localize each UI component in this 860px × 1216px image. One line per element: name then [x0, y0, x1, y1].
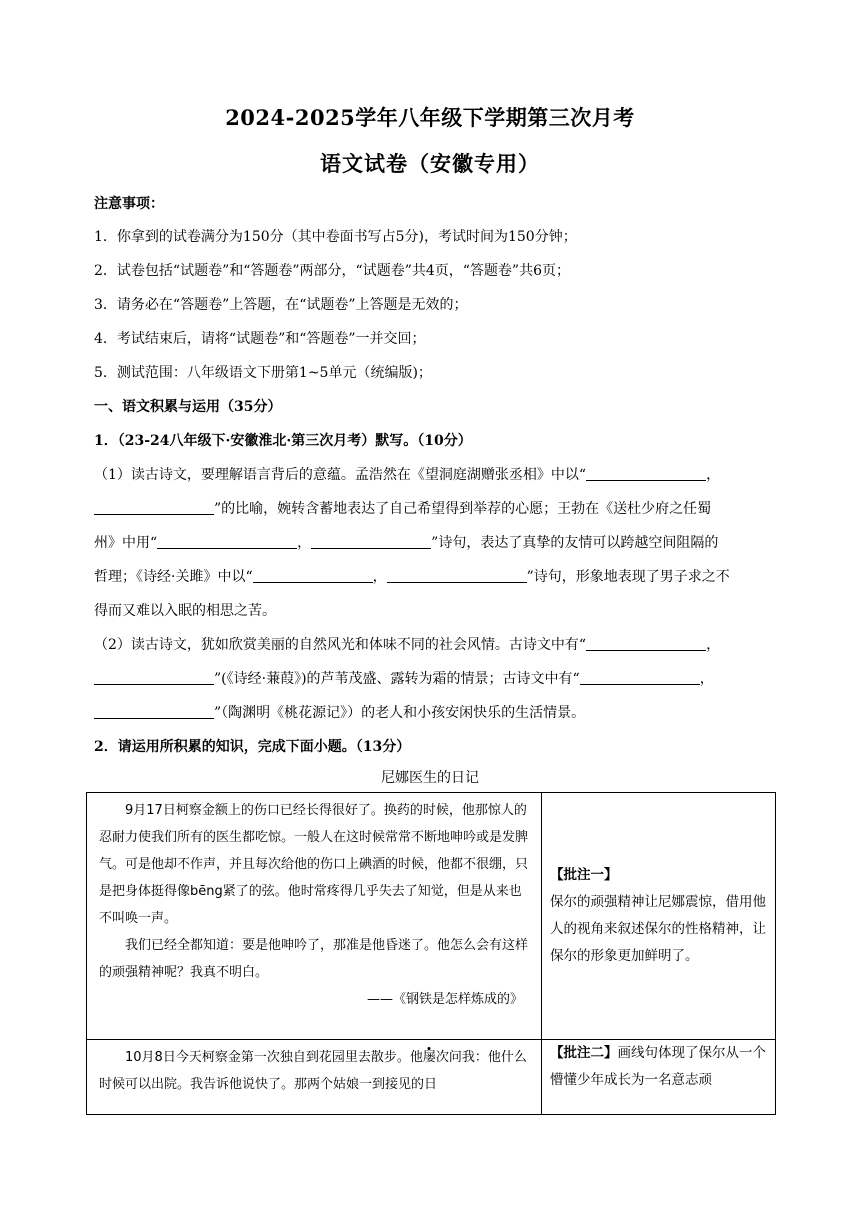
answer-blank[interactable] [253, 568, 373, 583]
diary-paragraph: 10月8日今天柯察金第一次独自到花园里去散步。他屡次问我：他什么时候可以出院。我告诉他说快了。那两个姑娘一到接见的日 [99, 1050, 527, 1092]
annotation-2 [542, 1040, 776, 1115]
answer-blank[interactable] [311, 534, 431, 549]
exam-title: 2024-2025学年八年级下学期第三次月考 [225, 105, 635, 130]
annotation-1 [542, 793, 776, 1040]
q1-p1-line3: 州》中用“ ， ”诗句，表达了真挚的友情可以跨越空间阻隔的 [94, 535, 719, 551]
q1-p1-line2: ”的比喻，婉转含蓄地表达了自己希望得到举荐的心愿；王勃在《送杜少府之任蜀 [94, 498, 774, 518]
q1-p1-line5: 得而又难以入眠的相思之苦。 [94, 603, 276, 619]
answer-blank[interactable] [94, 500, 214, 515]
diary-paragraph: 我们已经全都知道：要是他呻吟了，那准是他昏迷了。他怎么会有这样的顽强精神呢？我真不明白。 [99, 938, 529, 980]
notice-item-5: 5．测试范围：八年级语文下册第1~5单元（统编版)； [94, 365, 432, 381]
answer-blank[interactable] [94, 670, 214, 685]
q1-p2-line1: （2）读古诗文，犹如欣赏美丽的自然风光和体味不同的社会风情。古诗文中有“ ， [94, 637, 721, 653]
question-2-heading: 2．请运用所积累的知识，完成下面小题。（13分） [94, 739, 411, 755]
annotation-label: 【批注二】 [550, 1045, 618, 1061]
notice-item-1: 1．你拿到的试卷满分为150分（其中卷面书写占5分)，考试时间为150分钟； [94, 229, 577, 245]
answer-blank[interactable] [387, 568, 527, 583]
emphasis-dot-char: 屡 [422, 1050, 436, 1065]
answer-blank[interactable] [580, 670, 700, 685]
exam-subtitle: 语文试卷（安徽专用） [320, 151, 540, 176]
annotation-text: 画线句体现了保尔从一个懵懂少年成长为一名意志顽 [550, 1045, 766, 1088]
q1-p2-line3: ”（陶渊明《桃花源记》）的老人和小孩安闲快乐的生活情景。 [94, 702, 774, 722]
q1-p1-line4: 哲理；《诗经·关雎》中以“ ， ”诗句，形象地表现了男子求之不 [94, 569, 730, 585]
answer-blank[interactable] [586, 636, 706, 651]
answer-blank[interactable] [94, 704, 214, 719]
annotation-label: 【批注一】 [550, 867, 618, 883]
table-row [87, 1040, 776, 1115]
diary-paragraph: 9月17日柯察金额上的伤口已经长得很好了。换药的时候，他那惊人的忍耐力使我们所有的医生都吃惊。一般人在这时候常常不断地呻吟或是发脾气。可是他却不作声，并且每次给他的伤口上碘酒的时候，他都不很绷，只是把身体挺得像bēng紧了的弦。他时常疼得几乎失去了知觉，但是从来也不叫唤一声。 [99, 803, 529, 926]
notice-item-4: 4．考试结束后，请将“试题卷”和“答题卷”一并交回； [94, 331, 426, 347]
table-row [87, 793, 776, 1040]
notice-item-2: 2．试卷包括“试题卷”和“答题卷”两部分，“试题卷”共4页，“答题卷”共6页； [94, 263, 570, 279]
answer-blank[interactable] [586, 466, 706, 481]
notice-heading: 注意事项： [94, 196, 164, 212]
q1-p1-line1: （1）读古诗文，要理解语言背后的意蕴。孟浩然在《望洞庭湖赠张丞相》中以“ ， [94, 467, 721, 483]
section-1-heading: 一、语文积累与运用（35分） [94, 399, 282, 415]
q1-p2-line2: ”(《诗经·蒹葭》)的芦苇茂盛、露转为霜的情景；古诗文中有“ ， [94, 668, 774, 688]
diary-source: ——《钢铁是怎样炼成的》 [366, 992, 523, 1007]
notice-item-3: 3．请务必在“答题卷”上答题，在“试题卷”上答题是无效的； [94, 297, 468, 313]
diary-title: 尼娜医生的日记 [381, 770, 479, 786]
question-1-heading: 1．（23-24八年级下·安徽淮北·第三次月考）默写。（10分） [94, 433, 472, 449]
diary-table [86, 792, 776, 1115]
diary-entry-1 [87, 793, 542, 1040]
diary-entry-2 [87, 1040, 542, 1115]
answer-blank[interactable] [157, 534, 297, 549]
annotation-text: 保尔的顽强精神让尼娜震惊，借用他人的视角来叙述保尔的性格精神，让保尔的形象更加鲜明了。 [550, 894, 766, 964]
